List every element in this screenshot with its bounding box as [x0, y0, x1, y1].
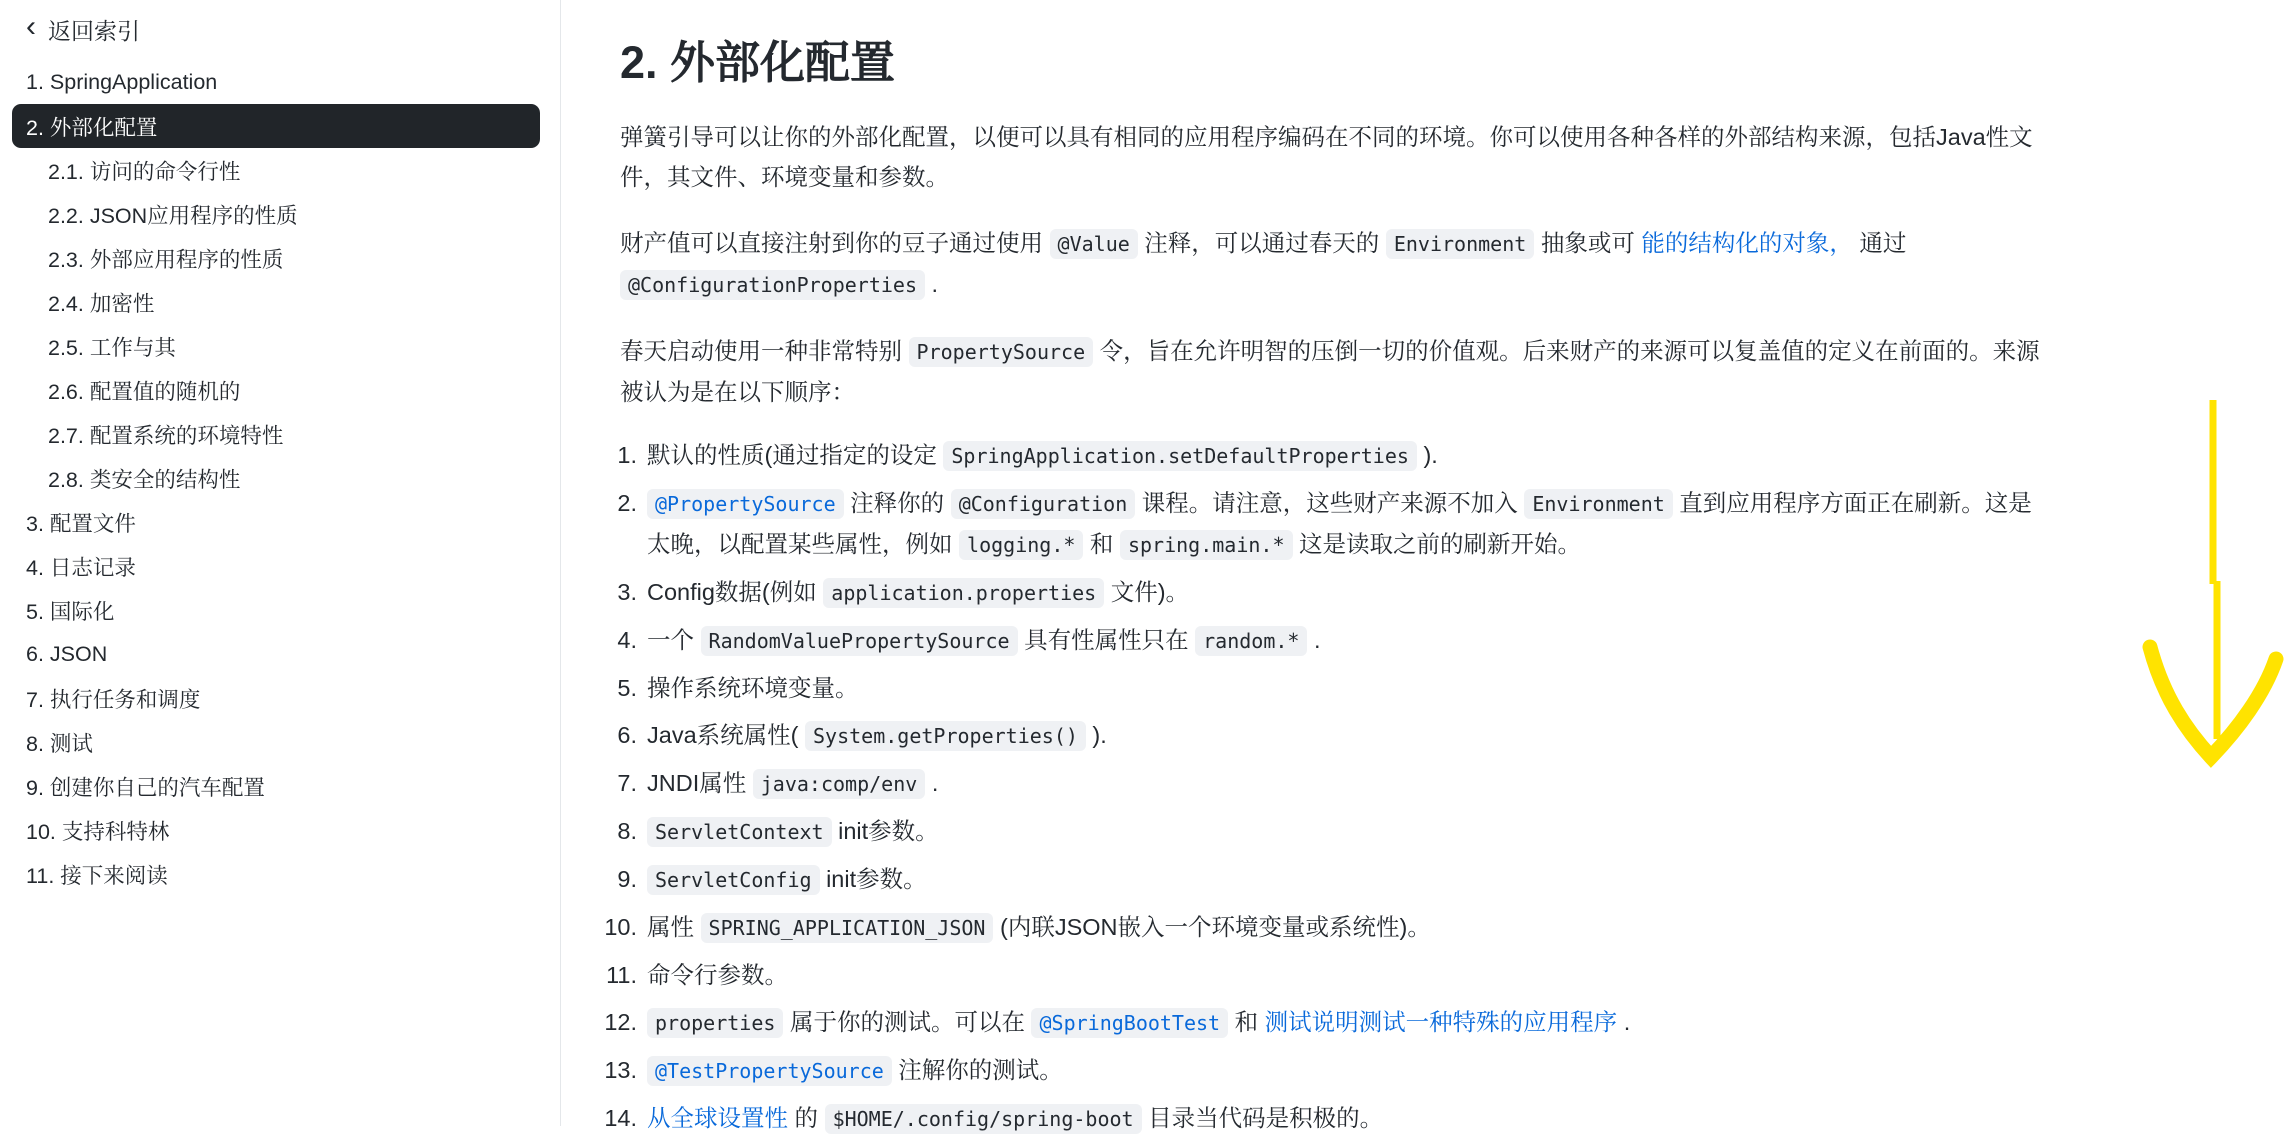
inline-code: application.properties	[823, 578, 1104, 608]
sidebar-item[interactable]: 5. 国际化	[26, 599, 115, 624]
list-item	[604, 907, 2042, 948]
inline-code: ServletContext	[647, 817, 832, 847]
list-item	[617, 859, 2042, 900]
text-run: 财产值可以直接注射到你的豆子通过使用	[620, 230, 1050, 256]
inline-code: Environment	[1524, 489, 1672, 519]
inline-code: $HOME/.config/spring-boot	[825, 1104, 1142, 1134]
text-run: 这是读取之前的刷新开始。	[1292, 531, 1582, 557]
list-item-number: 13.	[604, 1057, 637, 1083]
text-run: 文件)。	[1104, 579, 1190, 605]
list-item	[617, 435, 2042, 476]
text-run: Java系统属性(	[647, 722, 805, 748]
text-run: 令，旨在允许明智的压倒一切的价值观。后来财产的来源可以复盖值的定义在前面的。来源被认为是在以下顺序：	[620, 338, 2040, 405]
text-run: (内联JSON嵌入一个环境变量或系统性)。	[993, 914, 1431, 940]
text-run: 属性	[647, 914, 701, 940]
sidebar-item[interactable]: 2. 外部化配置	[12, 104, 540, 148]
inline-code: properties	[647, 1008, 783, 1038]
inline-code: System.getProperties()	[805, 721, 1086, 751]
sidebar-item[interactable]: 8. 测试	[26, 731, 93, 756]
inline-code: @Configuration	[951, 489, 1136, 519]
sidebar-item[interactable]: 1. SpringApplication	[26, 69, 218, 94]
text-run: 命令行参数。	[647, 962, 788, 988]
list-item-number: 5.	[617, 675, 637, 701]
main-content	[604, 0, 2042, 1146]
text-run: ).	[1085, 722, 1107, 748]
sidebar-item[interactable]: 7. 执行任务和调度	[26, 687, 201, 712]
list-item-number: 8.	[617, 818, 637, 844]
list-item	[617, 620, 2042, 661]
list-item-number: 6.	[617, 722, 637, 748]
back-to-index-label: 返回索引	[48, 17, 140, 44]
list-item	[617, 811, 2042, 852]
text-run: Config数据(例如	[647, 579, 824, 605]
inline-code-link[interactable]: @SpringBootTest	[1031, 1008, 1228, 1038]
text-run: init参数。	[831, 818, 939, 844]
list-item	[617, 763, 2042, 804]
list-item	[604, 1098, 2042, 1139]
text-run: .	[924, 271, 939, 297]
text-run: 的	[788, 1105, 825, 1131]
sidebar-item[interactable]: 2.2. JSON应用程序的性质	[48, 203, 298, 228]
text-run: 具有性属性只在	[1017, 627, 1196, 653]
sidebar-item[interactable]: 2.3. 外部应用程序的性质	[48, 247, 284, 272]
text-run: ).	[1416, 442, 1438, 468]
sidebar-item[interactable]: 3. 配置文件	[26, 511, 136, 536]
inline-code: RandomValuePropertySource	[701, 626, 1018, 656]
table-of-contents	[0, 60, 560, 896]
list-item	[617, 715, 2042, 756]
text-run: 课程。请注意，这些财产来源不加入	[1135, 490, 1525, 516]
inline-code: PropertySource	[909, 337, 1094, 367]
inline-code: random.*	[1195, 626, 1307, 656]
inline-code: logging.*	[959, 530, 1083, 560]
list-item-number: 4.	[617, 627, 637, 653]
text-run: .	[925, 770, 939, 796]
text-run: 目录当代码是积极的。	[1141, 1105, 1384, 1131]
paragraph	[620, 117, 2042, 197]
list-item-number: 9.	[617, 866, 637, 892]
inline-link[interactable]: 从全球设置性	[647, 1105, 788, 1131]
sidebar-item[interactable]: 2.4. 加密性	[48, 291, 155, 316]
list-item-number: 11.	[606, 962, 637, 988]
sidebar-item[interactable]: 10. 支持科特林	[26, 819, 170, 844]
inline-code: ServletConfig	[647, 865, 820, 895]
text-run: 春天启动使用一种非常特别	[620, 338, 909, 364]
paragraph	[620, 331, 2042, 412]
inline-code-link[interactable]: @PropertySource	[647, 489, 844, 519]
text-run: 注释你的	[843, 490, 951, 516]
list-item	[606, 955, 2042, 995]
text-run: 一个	[647, 627, 701, 653]
list-item-number: 14.	[604, 1105, 637, 1131]
inline-code: SpringApplication.setDefaultProperties	[943, 441, 1417, 471]
inline-code-link[interactable]: @TestPropertySource	[647, 1056, 892, 1086]
list-item	[617, 572, 2042, 613]
list-item	[617, 483, 2042, 565]
text-run: .	[1617, 1009, 1631, 1035]
list-item-number: 1.	[617, 442, 637, 468]
text-run: 注释，可以通过春天的	[1137, 230, 1386, 256]
property-order-list	[604, 435, 2042, 1139]
inline-code: Environment	[1386, 229, 1534, 259]
list-item	[604, 1050, 2042, 1091]
text-run: 直到应用程序方面正在刷新。这是太晚，以配置某些属性，例如	[647, 490, 2032, 557]
list-item-number: 2.	[617, 490, 637, 516]
text-run: 默认的性质(通过指定的设定	[647, 442, 944, 468]
text-run: 和	[1228, 1009, 1265, 1035]
text-run: init参数。	[819, 866, 927, 892]
inline-code: spring.main.*	[1120, 530, 1293, 560]
text-run: 操作系统环境变量。	[647, 675, 859, 701]
text-run: .	[1307, 627, 1321, 653]
paragraph	[620, 223, 2042, 305]
text-run: JNDI属性	[647, 770, 753, 796]
inline-code: SPRING_APPLICATION_JSON	[701, 913, 994, 943]
text-run: 抽象或可	[1534, 230, 1642, 256]
inline-code: java:comp/env	[753, 769, 926, 799]
page-title: 2. 外部化配置	[620, 37, 896, 88]
sidebar-item[interactable]: 2.5. 工作与其	[48, 335, 176, 360]
back-to-index-button[interactable]	[0, 12, 560, 46]
list-item-number: 12.	[604, 1009, 637, 1035]
list-item	[617, 668, 2042, 708]
list-item-number: 7.	[617, 770, 637, 796]
sidebar-item[interactable]: 2.1. 访问的命令行性	[48, 159, 241, 184]
sidebar-item[interactable]: 2.6. 配置值的随机的	[48, 379, 241, 404]
text-run: 和	[1083, 531, 1120, 557]
sidebar-item[interactable]: 6. JSON	[26, 641, 108, 666]
list-item-number: 3.	[617, 579, 637, 605]
text-run: 注解你的测试。	[891, 1057, 1063, 1083]
list-item	[604, 1002, 2042, 1043]
sidebar-item[interactable]: 4. 日志记录	[26, 555, 136, 580]
sidebar-item[interactable]: 9. 创建你自己的汽车配置	[26, 775, 265, 800]
sidebar-item[interactable]: 11. 接下来阅读	[26, 863, 168, 888]
text-run: 属于你的测试。可以在	[783, 1009, 1032, 1035]
sidebar-item[interactable]: 2.7. 配置系统的环境特性	[48, 423, 284, 448]
inline-code: @ConfigurationProperties	[620, 270, 925, 300]
text-run: 弹簧引导可以让你的外部化配置，以便可以具有相同的应用程序编码在不同的环境。你可以使用各种各样的外部结构来源，包括Java性文件，其文件、环境变量和参数。	[620, 124, 2033, 190]
inline-code: @Value	[1050, 229, 1138, 259]
sidebar	[0, 0, 561, 1126]
inline-link[interactable]: 测试说明测试一种特殊的应用程序	[1264, 1009, 1618, 1035]
inline-link[interactable]: 能的结构化的对象，	[1641, 230, 1853, 256]
list-item-number: 10.	[604, 914, 637, 940]
chevron-left-icon: ‹	[26, 10, 36, 43]
text-run: 通过	[1852, 230, 1907, 256]
sidebar-item[interactable]: 2.8. 类安全的结构性	[48, 467, 241, 492]
